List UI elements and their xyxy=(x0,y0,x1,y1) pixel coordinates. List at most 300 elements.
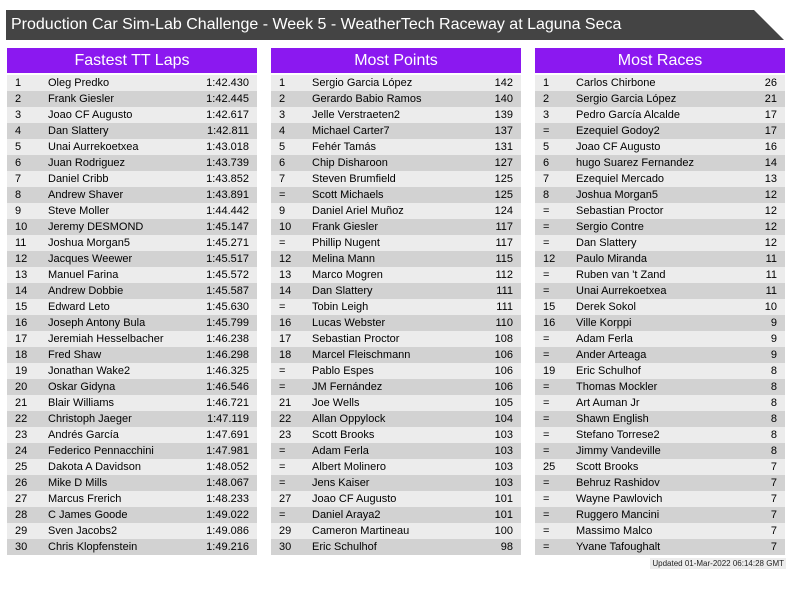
rank-cell: 19 xyxy=(15,365,28,377)
name-cell: Jens Kaiser xyxy=(312,477,370,489)
value-cell: 111 xyxy=(496,285,513,297)
rank-cell: 18 xyxy=(15,349,28,361)
name-cell: Dan Slattery xyxy=(312,285,373,297)
rank-cell: 15 xyxy=(543,301,556,313)
rank-cell: 17 xyxy=(279,333,292,345)
name-cell: Marcus Frerich xyxy=(48,493,122,505)
panel-header: Most Points xyxy=(271,48,521,73)
table-row xyxy=(271,187,521,203)
name-cell: Tobin Leigh xyxy=(312,301,369,313)
name-cell: Eric Schulhof xyxy=(312,541,377,553)
rank-cell: = xyxy=(279,461,286,473)
rank-cell: 20 xyxy=(15,381,28,393)
table-row xyxy=(271,459,521,475)
table-row xyxy=(535,123,785,139)
name-cell: Pedro García Alcalde xyxy=(576,109,680,121)
table-row xyxy=(535,299,785,315)
table-row xyxy=(271,107,521,123)
value-cell: 26 xyxy=(764,77,777,89)
table-row xyxy=(7,251,257,267)
value-cell: 7 xyxy=(770,525,777,537)
table-row xyxy=(271,219,521,235)
rank-cell: 2 xyxy=(279,93,286,105)
rank-cell: 7 xyxy=(15,173,22,185)
name-cell: JM Fernández xyxy=(312,381,383,393)
name-cell: Adam Ferla xyxy=(312,445,369,457)
rank-cell: 2 xyxy=(543,93,550,105)
rank-cell: = xyxy=(543,349,550,361)
value-cell: 117 xyxy=(495,237,513,249)
table-row xyxy=(535,523,785,539)
name-cell: Wayne Pawlovich xyxy=(576,493,663,505)
value-cell: 106 xyxy=(494,349,513,361)
name-cell: Art Auman Jr xyxy=(576,397,640,409)
rank-cell: 3 xyxy=(279,109,286,121)
table-row xyxy=(7,123,257,139)
name-cell: Juan Rodriguez xyxy=(48,157,126,169)
table-row xyxy=(271,315,521,331)
value-cell: 1:45.147 xyxy=(206,221,249,233)
page-title: Production Car Sim-Lab Challenge - Week 5 - WeatherTech Raceway at Laguna Seca xyxy=(11,16,622,33)
table-row xyxy=(7,331,257,347)
name-cell: Joao CF Augusto xyxy=(312,493,397,505)
rank-cell: = xyxy=(543,445,550,457)
value-cell: 106 xyxy=(494,381,513,393)
table-row xyxy=(271,379,521,395)
table-row xyxy=(271,523,521,539)
value-cell: 103 xyxy=(494,429,513,441)
name-cell: Shawn English xyxy=(576,413,649,425)
name-cell: Jacques Weewer xyxy=(48,253,133,265)
name-cell: Ezequiel Godoy2 xyxy=(576,125,660,137)
rank-cell: 14 xyxy=(15,285,28,297)
value-cell: 112 xyxy=(495,269,513,281)
rank-cell: 25 xyxy=(15,461,28,473)
name-cell: Ander Arteaga xyxy=(576,349,647,361)
table-row xyxy=(271,443,521,459)
table-row xyxy=(7,155,257,171)
name-cell: Andrés García xyxy=(48,429,119,441)
value-cell: 8 xyxy=(770,365,777,377)
table-row xyxy=(271,539,521,555)
name-cell: Joseph Antony Bula xyxy=(48,317,146,329)
value-cell: 1:42.445 xyxy=(206,93,249,105)
value-cell: 1:48.052 xyxy=(206,461,249,473)
value-cell: 117 xyxy=(495,221,513,233)
value-cell: 1:43.739 xyxy=(206,157,249,169)
rank-cell: 12 xyxy=(279,253,292,265)
leaderboard-rows xyxy=(535,75,785,555)
rank-cell: = xyxy=(543,509,550,521)
name-cell: Joao CF Augusto xyxy=(48,109,133,121)
rank-cell: = xyxy=(543,525,550,537)
rank-cell: = xyxy=(279,365,286,377)
rank-cell: 6 xyxy=(279,157,286,169)
value-cell: 104 xyxy=(494,413,513,425)
table-row xyxy=(535,91,785,107)
value-cell: 12 xyxy=(764,221,777,233)
table-row xyxy=(535,315,785,331)
name-cell: Steve Moller xyxy=(48,205,110,217)
rank-cell: = xyxy=(543,413,550,425)
rank-cell: 8 xyxy=(15,189,22,201)
table-row xyxy=(7,283,257,299)
table-row xyxy=(7,107,257,123)
value-cell: 1:47.981 xyxy=(206,445,249,457)
rank-cell: 3 xyxy=(543,109,550,121)
table-row xyxy=(271,203,521,219)
name-cell: Andrew Shaver xyxy=(48,189,124,201)
rank-cell: 17 xyxy=(15,333,28,345)
value-cell: 11 xyxy=(765,269,777,281)
table-row xyxy=(271,123,521,139)
value-cell: 1:43.018 xyxy=(206,141,249,153)
value-cell: 13 xyxy=(764,173,777,185)
value-cell: 98 xyxy=(500,541,513,553)
panel-most-races xyxy=(535,48,785,555)
name-cell: Gerardo Babio Ramos xyxy=(312,93,422,105)
rank-cell: 10 xyxy=(279,221,292,233)
name-cell: Derek Sokol xyxy=(576,301,636,313)
rank-cell: 4 xyxy=(15,125,22,137)
value-cell: 131 xyxy=(494,141,513,153)
name-cell: Lucas Webster xyxy=(312,317,386,329)
rank-cell: 22 xyxy=(15,413,28,425)
value-cell: 8 xyxy=(770,413,777,425)
name-cell: Jelle Verstraeten2 xyxy=(312,109,401,121)
leaderboard-rows xyxy=(271,75,521,555)
table-row xyxy=(271,267,521,283)
name-cell: Joshua Morgan5 xyxy=(48,237,130,249)
rank-cell: 8 xyxy=(543,189,550,201)
rank-cell: 16 xyxy=(279,317,292,329)
rank-cell: 24 xyxy=(15,445,28,457)
value-cell: 1:47.691 xyxy=(206,429,249,441)
rank-cell: = xyxy=(543,269,550,281)
name-cell: Dan Slattery xyxy=(48,125,109,137)
value-cell: 1:42.811 xyxy=(206,125,249,137)
rank-cell: 27 xyxy=(279,493,292,505)
name-cell: Jeremy DESMOND xyxy=(48,221,144,233)
rank-cell: = xyxy=(279,237,286,249)
name-cell: Scott Brooks xyxy=(312,429,375,441)
rank-cell: 29 xyxy=(279,525,292,537)
name-cell: Cameron Martineau xyxy=(312,525,410,537)
value-cell: 100 xyxy=(494,525,513,537)
name-cell: Sergio Garcia López xyxy=(576,93,677,105)
rank-cell: = xyxy=(543,381,550,393)
table-row xyxy=(271,171,521,187)
name-cell: C James Goode xyxy=(48,509,128,521)
value-cell: 1:47.119 xyxy=(206,413,249,425)
value-cell: 7 xyxy=(770,541,777,553)
value-cell: 1:46.546 xyxy=(206,381,249,393)
table-row xyxy=(535,75,785,91)
value-cell: 16 xyxy=(764,141,777,153)
name-cell: Jeremiah Hesselbacher xyxy=(48,333,164,345)
name-cell: Joshua Morgan5 xyxy=(576,189,658,201)
name-cell: Frank Giesler xyxy=(312,221,379,233)
panel-fastest-tt-laps xyxy=(7,48,257,555)
value-cell: 11 xyxy=(765,253,777,265)
rank-cell: 15 xyxy=(15,301,28,313)
value-cell: 8 xyxy=(770,381,777,393)
rank-cell: 25 xyxy=(543,461,556,473)
value-cell: 1:45.271 xyxy=(206,237,249,249)
rank-cell: 1 xyxy=(15,77,22,89)
name-cell: Ruben van 't Zand xyxy=(576,269,666,281)
table-row xyxy=(7,139,257,155)
table-row xyxy=(535,107,785,123)
table-row xyxy=(535,395,785,411)
table-row xyxy=(7,219,257,235)
value-cell: 1:48.233 xyxy=(206,493,249,505)
name-cell: Marco Mogren xyxy=(312,269,383,281)
leaderboard-rows xyxy=(7,75,257,555)
value-cell: 125 xyxy=(494,189,513,201)
rank-cell: 13 xyxy=(279,269,292,281)
name-cell: Daniel Cribb xyxy=(48,173,109,185)
table-row xyxy=(535,203,785,219)
name-cell: Ville Korppi xyxy=(576,317,632,329)
value-cell: 1:48.067 xyxy=(206,477,249,489)
value-cell: 103 xyxy=(494,477,513,489)
value-cell: 14 xyxy=(764,157,777,169)
name-cell: Unai Aurrekoetxea xyxy=(576,285,667,297)
table-row xyxy=(7,523,257,539)
table-row xyxy=(7,539,257,555)
table-row xyxy=(7,235,257,251)
rank-cell: 21 xyxy=(279,397,292,409)
name-cell: Daniel Ariel Muñoz xyxy=(312,205,404,217)
table-row xyxy=(535,539,785,555)
value-cell: 17 xyxy=(764,109,777,121)
name-cell: Sergio Contre xyxy=(576,221,644,233)
value-cell: 8 xyxy=(770,429,777,441)
rank-cell: = xyxy=(543,285,550,297)
rank-cell: 2 xyxy=(15,93,22,105)
table-row xyxy=(7,267,257,283)
rank-cell: 7 xyxy=(543,173,550,185)
table-row xyxy=(535,331,785,347)
rank-cell: = xyxy=(279,301,286,313)
value-cell: 8 xyxy=(770,445,777,457)
name-cell: Christoph Jaeger xyxy=(48,413,132,425)
table-row xyxy=(271,427,521,443)
value-cell: 7 xyxy=(770,509,777,521)
name-cell: Oleg Predko xyxy=(48,77,110,89)
rank-cell: 27 xyxy=(15,493,28,505)
name-cell: Sebastian Proctor xyxy=(576,205,664,217)
rank-cell: = xyxy=(279,445,286,457)
name-cell: Joao CF Augusto xyxy=(576,141,661,153)
value-cell: 1:45.630 xyxy=(206,301,249,313)
name-cell: Thomas Mockler xyxy=(576,381,658,393)
rank-cell: 4 xyxy=(279,125,286,137)
table-row xyxy=(535,155,785,171)
rank-cell: 6 xyxy=(15,157,22,169)
table-row xyxy=(7,491,257,507)
rank-cell: 11 xyxy=(15,237,27,249)
rank-cell: 12 xyxy=(15,253,28,265)
table-row xyxy=(271,475,521,491)
table-row xyxy=(271,491,521,507)
rank-cell: = xyxy=(543,397,550,409)
table-row xyxy=(535,219,785,235)
rank-cell: 9 xyxy=(279,205,286,217)
name-cell: Mike D Mills xyxy=(48,477,108,489)
table-row xyxy=(535,475,785,491)
name-cell: Manuel Farina xyxy=(48,269,119,281)
table-row xyxy=(535,379,785,395)
name-cell: Fehér Tamás xyxy=(312,141,376,153)
table-row xyxy=(7,75,257,91)
panel-header: Fastest TT Laps xyxy=(7,48,257,73)
table-row xyxy=(535,427,785,443)
rank-cell: = xyxy=(543,541,550,553)
value-cell: 108 xyxy=(494,333,513,345)
table-row xyxy=(535,507,785,523)
table-row xyxy=(271,331,521,347)
table-row xyxy=(271,139,521,155)
name-cell: Daniel Araya2 xyxy=(312,509,381,521)
table-row xyxy=(271,155,521,171)
rank-cell: 12 xyxy=(543,253,556,265)
name-cell: Michael Carter7 xyxy=(312,125,390,137)
value-cell: 21 xyxy=(764,93,777,105)
name-cell: Carlos Chirbone xyxy=(576,77,656,89)
table-row xyxy=(7,299,257,315)
rank-cell: 21 xyxy=(15,397,28,409)
table-row xyxy=(7,443,257,459)
table-row xyxy=(7,347,257,363)
value-cell: 1:46.238 xyxy=(206,333,249,345)
value-cell: 1:42.430 xyxy=(206,77,249,89)
name-cell: Jimmy Vandeville xyxy=(576,445,661,457)
table-row xyxy=(7,203,257,219)
rank-cell: = xyxy=(279,477,286,489)
panel-most-points xyxy=(271,48,521,555)
rank-cell: = xyxy=(543,205,550,217)
table-row xyxy=(271,299,521,315)
value-cell: 1:44.442 xyxy=(206,205,249,217)
rank-cell: 30 xyxy=(15,541,28,553)
table-row xyxy=(271,91,521,107)
name-cell: Dan Slattery xyxy=(576,237,637,249)
table-row xyxy=(7,379,257,395)
value-cell: 103 xyxy=(494,445,513,457)
name-cell: Unai Aurrekoetxea xyxy=(48,141,139,153)
value-cell: 101 xyxy=(494,509,513,521)
name-cell: Massimo Malco xyxy=(576,525,653,537)
value-cell: 1:43.891 xyxy=(206,189,249,201)
rank-cell: = xyxy=(543,493,550,505)
table-row xyxy=(535,491,785,507)
table-row xyxy=(535,443,785,459)
rank-cell: 1 xyxy=(543,77,550,89)
table-row xyxy=(7,475,257,491)
table-row xyxy=(7,315,257,331)
value-cell: 1:46.325 xyxy=(206,365,249,377)
value-cell: 1:43.852 xyxy=(206,173,249,185)
value-cell: 9 xyxy=(770,317,777,329)
rank-cell: 5 xyxy=(15,141,22,153)
value-cell: 1:46.298 xyxy=(206,349,249,361)
table-row xyxy=(535,235,785,251)
rank-cell: = xyxy=(543,333,550,345)
value-cell: 125 xyxy=(494,173,513,185)
value-cell: 11 xyxy=(765,285,777,297)
name-cell: Albert Molinero xyxy=(312,461,386,473)
name-cell: Marcel Fleischmann xyxy=(312,349,411,361)
table-row xyxy=(7,459,257,475)
rank-cell: 7 xyxy=(279,173,286,185)
table-row xyxy=(7,187,257,203)
rank-cell: 6 xyxy=(543,157,550,169)
table-row xyxy=(271,251,521,267)
name-cell: Fred Shaw xyxy=(48,349,102,361)
updated-timestamp: Updated 01-Mar-2022 06:14:28 GMT xyxy=(652,559,784,568)
name-cell: Allan Oppylock xyxy=(312,413,386,425)
rank-cell: 14 xyxy=(279,285,292,297)
name-cell: Melina Mann xyxy=(312,253,375,265)
value-cell: 10 xyxy=(764,301,777,313)
rank-cell: 1 xyxy=(279,77,286,89)
rank-cell: 10 xyxy=(15,221,28,233)
table-row xyxy=(535,283,785,299)
name-cell: Chris Klopfenstein xyxy=(48,541,138,553)
name-cell: Edward Leto xyxy=(48,301,110,313)
table-row xyxy=(7,395,257,411)
table-row xyxy=(535,171,785,187)
name-cell: Scott Brooks xyxy=(576,461,639,473)
value-cell: 105 xyxy=(494,397,513,409)
value-cell: 124 xyxy=(494,205,513,217)
value-cell: 1:42.617 xyxy=(206,109,249,121)
value-cell: 115 xyxy=(495,253,513,265)
rank-cell: 16 xyxy=(15,317,28,329)
value-cell: 1:45.517 xyxy=(206,253,249,265)
table-row xyxy=(7,507,257,523)
value-cell: 7 xyxy=(770,493,777,505)
name-cell: Paulo Miranda xyxy=(576,253,647,265)
name-cell: Stefano Torrese2 xyxy=(576,429,660,441)
value-cell: 12 xyxy=(764,189,777,201)
table-row xyxy=(7,171,257,187)
name-cell: Federico Pennacchini xyxy=(48,445,154,457)
table-row xyxy=(535,347,785,363)
table-row xyxy=(271,283,521,299)
value-cell: 140 xyxy=(494,93,513,105)
name-cell: Phillip Nugent xyxy=(312,237,380,249)
value-cell: 137 xyxy=(494,125,513,137)
value-cell: 127 xyxy=(494,157,513,169)
name-cell: Sergio Garcia López xyxy=(312,77,413,89)
table-row xyxy=(7,411,257,427)
rank-cell: 13 xyxy=(15,269,28,281)
value-cell: 1:49.022 xyxy=(206,509,249,521)
value-cell: 12 xyxy=(764,205,777,217)
table-row xyxy=(535,459,785,475)
name-cell: Oskar Gidyna xyxy=(48,381,116,393)
value-cell: 139 xyxy=(494,109,513,121)
rank-cell: = xyxy=(543,237,550,249)
name-cell: hugo Suarez Fernandez xyxy=(576,157,695,169)
name-cell: Steven Brumfield xyxy=(312,173,396,185)
name-cell: Frank Giesler xyxy=(48,93,115,105)
table-row xyxy=(535,187,785,203)
value-cell: 103 xyxy=(494,461,513,473)
